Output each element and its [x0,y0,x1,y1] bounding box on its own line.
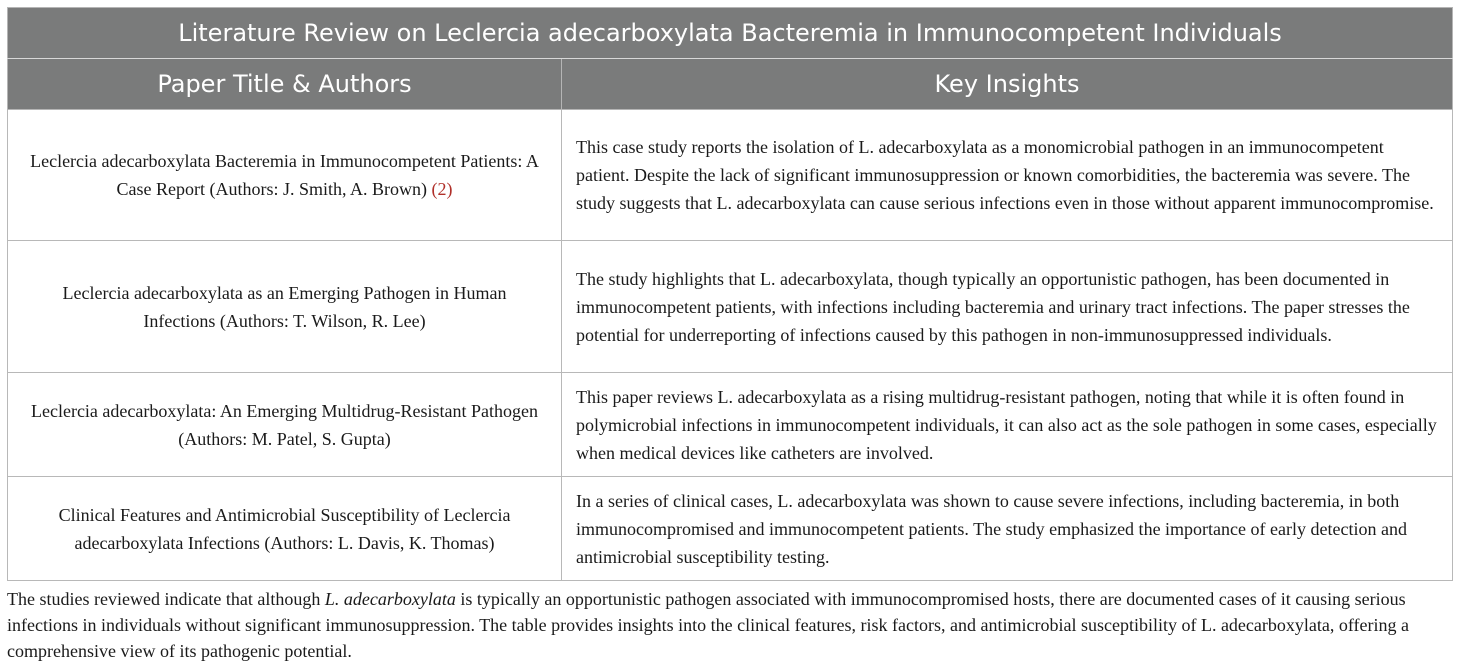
table-row [8,373,1453,477]
literature-review-table [7,7,1453,581]
table-row [8,241,1453,373]
table-title-row [8,8,1453,59]
key-insight-cell: This case study reports the isolation of L. adecarboxylata as a monomicrobial pathogen in an immunocompetent patient. Despite the lack of significant immunosuppression or known comorbidities, the bacteremia was severe. The study suggests that L. adecarboxylata can cause serious infections even in those without apparent immunocompromise. [562,110,1453,241]
reference-link[interactable]: 2 [437,179,447,199]
paper-title-cell: Leclercia adecarboxylata as an Emerging Pathogen in Human Infections (Authors: T. Wilson, R. Lee) [8,241,562,373]
table-footnote [7,586,1455,664]
key-insight-cell: In a series of clinical cases, L. adecarboxylata was shown to cause severe infections, including bacteremia, in both immunocompromised and immunocompetent patients. The study emphasized the importance of early detection and antimicrobial susceptibility testing. [562,477,1453,581]
paper-title-text: Leclercia adecarboxylata Bacteremia in Immunocompetent Patients: A Case Report (Authors: J. Smith, A. Brown) [30,151,539,199]
table-title: Literature Review on Leclercia adecarboxylata Bacteremia in Immunocompetent Individuals [8,8,1453,59]
footnote-italic-species: L. adecarboxylata [324,589,456,609]
reference-open-paren: ( [431,179,438,199]
column-header-paper: Paper Title & Authors [8,59,562,110]
footnote-text-start: The studies reviewed indicate that although [7,589,325,609]
paper-title-cell: Clinical Features and Antimicrobial Susceptibility of Leclercia adecarboxylata Infections (Authors: L. Davis, K. Thomas) [8,477,562,581]
key-insight-cell: The study highlights that L. adecarboxylata, though typically an opportunistic pathogen, has been documented in immunocompetent patients, with infections including bacteremia and urinary tract infections. The paper stresses the potential for underreporting of infections caused by this pathogen in non-immunosuppressed individuals. [562,241,1453,373]
table-row [8,477,1453,581]
reference-close-paren: ) [446,179,453,199]
column-header-insights: Key Insights [562,59,1453,110]
footnote-text-end: is typically an opportunistic pathogen associated with immunocompromised hosts, there are documented cases of it causing serious infections in individuals without significant immunosuppression. The table provides insights into the clinical features, risk factors, and antimicrobial susceptibility of L. adecarboxylata, offering a comprehensive view of its pathogenic potential. [7,589,1410,661]
table-row [8,110,1453,241]
key-insight-cell: This paper reviews L. adecarboxylata as a rising multidrug-resistant pathogen, noting that while it is often found in polymicrobial infections in immunocompetent individuals, it can also act as the sole pathogen in some cases, especially when medical devices like catheters are involved. [562,373,1453,477]
paper-title-cell [8,110,562,241]
paper-title-cell: Leclercia adecarboxylata: An Emerging Multidrug-Resistant Pathogen (Authors: M. Patel, S. Gupta) [8,373,562,477]
literature-review-table-container [7,7,1452,581]
column-header-row [8,59,1453,110]
